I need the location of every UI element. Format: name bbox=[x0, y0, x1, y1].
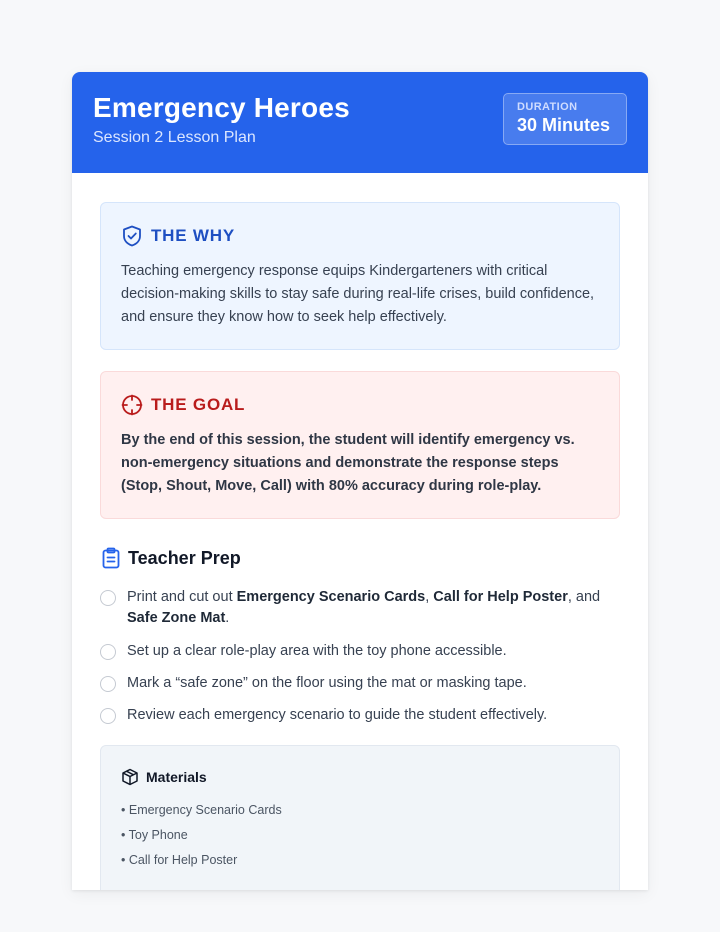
prep-item bbox=[100, 641, 620, 662]
shield-check-icon bbox=[121, 225, 143, 247]
prep-item-fragment: Review each emergency scenario to guide the student effectively. bbox=[127, 707, 548, 723]
materials-title: Materials bbox=[146, 769, 207, 785]
prep-item-text bbox=[127, 673, 527, 694]
materials-item: • Toy Phone bbox=[121, 828, 188, 842]
prep-item-fragment: . bbox=[225, 610, 230, 626]
prep-item bbox=[100, 587, 620, 629]
prep-item-fragment: Set up a clear role-play area with the toy phone accessible. bbox=[127, 643, 507, 659]
prep-item-checkbox[interactable] bbox=[100, 708, 116, 724]
why-title: THE WHY bbox=[151, 226, 235, 245]
prep-item-text bbox=[127, 705, 547, 726]
why-text: Teaching emergency response equips Kindergarteners with critical decision-making skills to stay safe during real-life crises, build confidence, and ensure they know how to seek help effectively. bbox=[121, 263, 595, 325]
prep-item-text bbox=[127, 641, 507, 662]
materials-item-label: Call for Help Poster bbox=[128, 853, 238, 867]
teacher-prep-title: Teacher Prep bbox=[128, 547, 241, 568]
prep-item-fragment: , and bbox=[567, 589, 601, 605]
session-subtitle: Session 2 Lesson Plan bbox=[93, 129, 256, 146]
materials-list bbox=[121, 802, 282, 877]
prep-item-fragment: , bbox=[425, 589, 434, 605]
goal-text: By the end of this session, the student will identify emergency vs. non-emergency situations and demonstrate the response steps (Stop, Shout, Move, Call) with 80% accuracy during role-play. bbox=[121, 432, 575, 494]
clipboard-icon bbox=[100, 547, 122, 569]
goal-title: THE GOAL bbox=[151, 395, 246, 414]
prep-item-emphasis: Emergency Scenario Cards bbox=[236, 589, 426, 605]
page-title: Emergency Heroes bbox=[93, 92, 350, 123]
prep-item-checkbox[interactable] bbox=[100, 676, 116, 692]
duration-value: 30 Minutes bbox=[517, 115, 611, 135]
box-icon bbox=[121, 768, 139, 786]
target-icon bbox=[121, 394, 143, 416]
materials-item-label: Emergency Scenario Cards bbox=[128, 803, 282, 817]
prep-item-checkbox[interactable] bbox=[100, 644, 116, 660]
materials-item: • Emergency Scenario Cards bbox=[121, 803, 282, 817]
lesson-plan-card bbox=[72, 72, 648, 890]
materials-item-label: Toy Phone bbox=[128, 828, 188, 842]
goal-section bbox=[100, 371, 620, 519]
prep-item bbox=[100, 705, 620, 726]
prep-item-fragment: Mark a “safe zone” on the floor using the mat or masking tape. bbox=[127, 675, 527, 691]
lesson-header bbox=[72, 72, 648, 173]
prep-item bbox=[100, 673, 620, 694]
prep-item-text bbox=[127, 587, 620, 629]
materials-item: • Call for Help Poster bbox=[121, 853, 238, 867]
prep-item-checkbox[interactable] bbox=[100, 590, 116, 606]
materials-section bbox=[100, 745, 620, 890]
prep-item-fragment: Print and cut out bbox=[127, 589, 237, 605]
duration-badge bbox=[503, 93, 627, 145]
prep-item-emphasis: Call for Help Poster bbox=[433, 589, 568, 605]
duration-label: DURATION bbox=[517, 101, 578, 113]
prep-item-emphasis: Safe Zone Mat bbox=[127, 610, 226, 626]
teacher-prep-heading bbox=[100, 547, 241, 569]
why-section bbox=[100, 202, 620, 350]
